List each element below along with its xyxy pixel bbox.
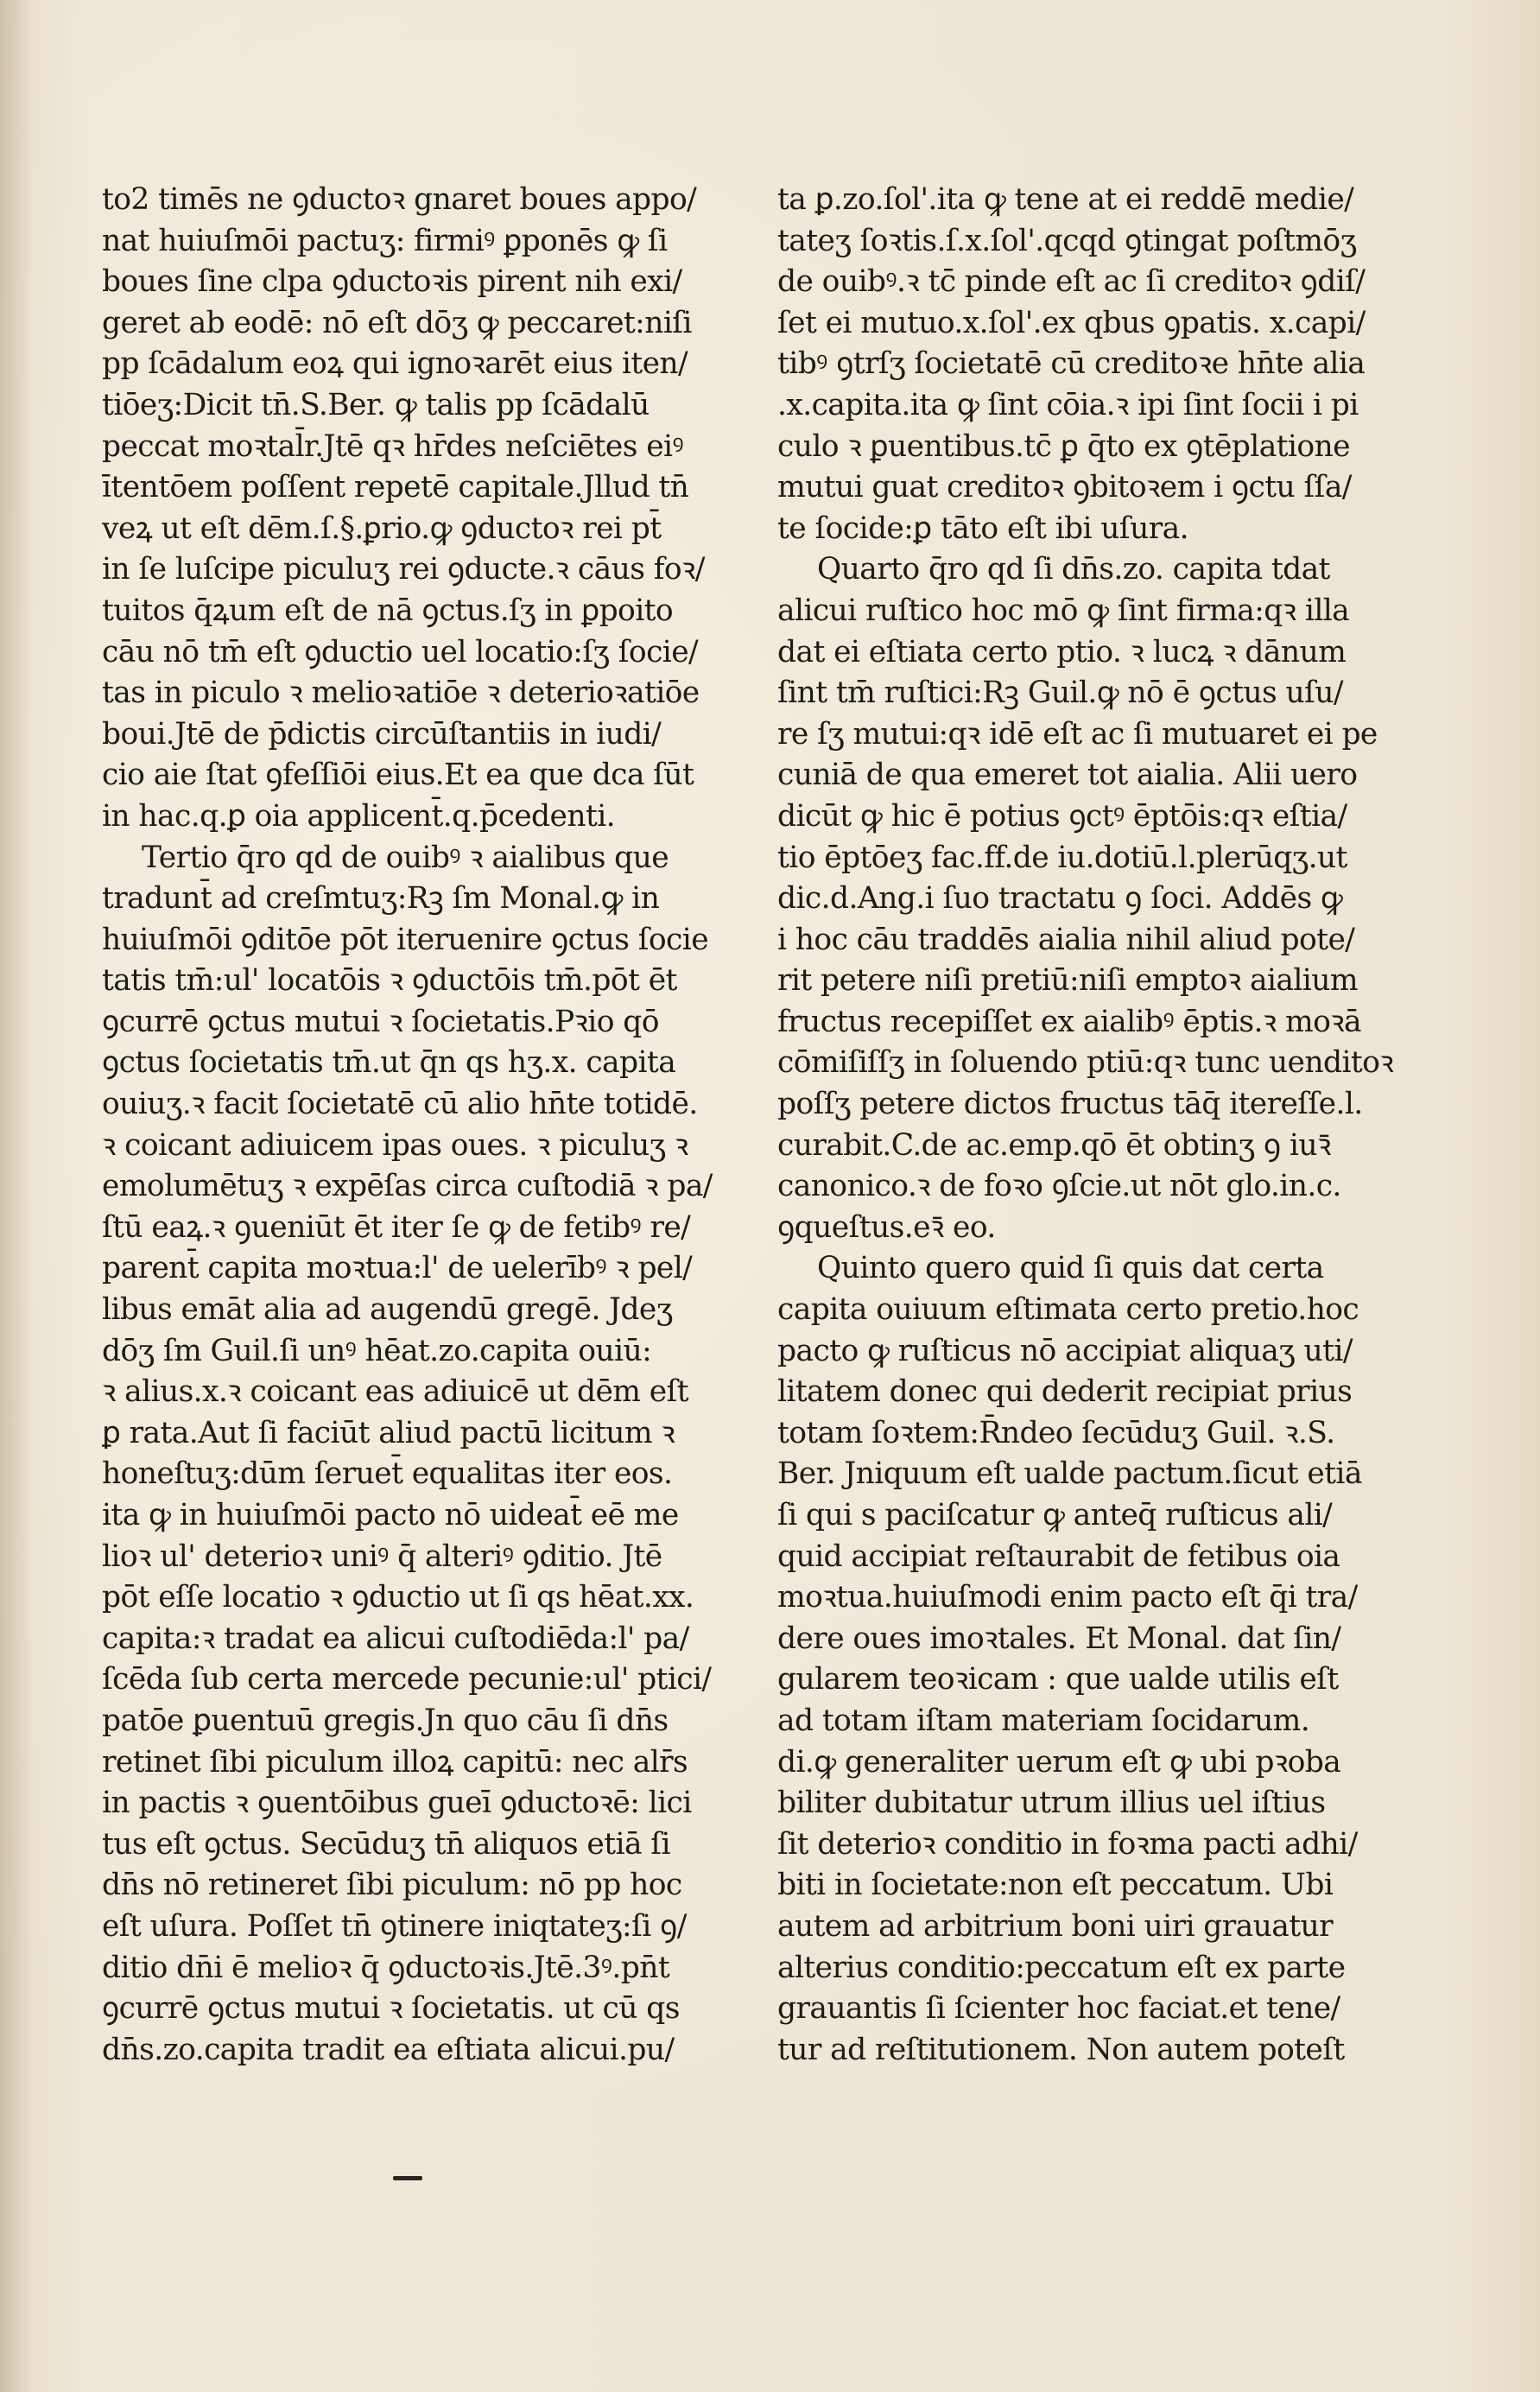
text-line: cōmiſiſſʒ in ſoluendo ptiū:qꝛ tunc uenditoꝛ	[777, 1045, 1394, 1081]
text-line: re ſʒ mutui:qꝛ idē eſt ac ſi mutuaret ei pe	[777, 716, 1378, 752]
text-line: gularem teoꝛicam : que ualde utilis eſt	[777, 1662, 1339, 1697]
text-line: tus eſt ꝯctus. Secūduʒ tn̄ aliquos etiā ſi	[102, 1826, 670, 1862]
text-line: tuitos q̄ꝝum eſt de nā ꝯctus.ſʒ in ꝑpoito	[102, 593, 674, 628]
text-line: emolumētuʒ ꝛ expēſas circa cuſtodiā ꝛ pa/	[102, 1169, 713, 1204]
text-line: in hac.q.ꝑ oia applicent̄.q.p̄cedenti.	[102, 798, 616, 834]
right-text-column	[777, 180, 1416, 2071]
text-line: alterius conditio:peccatum eſt ex parte	[777, 1950, 1346, 1985]
text-line: quid accipiat reſtaurabit de fetibus oia	[777, 1539, 1340, 1574]
text-line: ſit deterioꝛ conditio in foꝛma pacti adhi/	[777, 1826, 1358, 1862]
gutter-shadow	[0, 0, 33, 2392]
text-line: alicui ruſtico hoc mō ꝙ ſint firma:qꝛ illa	[777, 593, 1350, 628]
text-line: retinet ſibi piculum illoꝝ capitū: nec alr̄s	[102, 1744, 688, 1780]
paragraph-start-line: Quarto q̄ro qd ſi dn̄s.zo. capita tdat	[817, 552, 1330, 587]
text-line: culo ꝛ ꝑuentibus.tc̄ ꝑ q̄to ex ꝯtēplatione	[777, 428, 1350, 464]
text-line: pacto ꝙ ruſticus nō accipiat aliquaʒ uti/	[777, 1333, 1353, 1368]
text-line: biti in ſocietate:non eſt peccatum. Ubi	[777, 1868, 1334, 1903]
text-line: boues ſine clpa ꝯductoꝛis pirent nih exi/	[102, 264, 682, 300]
text-line: dere oues imoꝛtales. Et Monal. dat ſin/	[777, 1621, 1341, 1656]
text-line: ſtū eaꝝ.ꝛ ꝯueniūt ēt iter ſe ꝙ de fetibꝰ re/	[102, 1209, 691, 1245]
text-line: litatem donec qui dederit recipiat prius	[777, 1374, 1353, 1410]
text-line: poſſʒ petere dictos fructus tāq̄ itereſſe.l.	[777, 1087, 1363, 1122]
text-line: i hoc cāu traddēs aialia nihil aliud pote/	[777, 922, 1355, 957]
text-line: .x.capita.ita ꝙ ſint cōia.ꝛ ipi ſint ſocii i pi	[777, 387, 1359, 422]
text-line: ouiuʒ.ꝛ facit ſocietatē cū alio hn̄te totidē.	[102, 1087, 698, 1122]
text-line: in pactis ꝛ ꝯuentōibus gueī ꝯductoꝛē: lici	[102, 1786, 692, 1821]
text-line: dat ei eſtiata certo ptio. ꝛ lucꝝ ꝛ dānum	[777, 634, 1347, 669]
text-line: ꝯqueſtus.eꝛ̄ eo.	[777, 1209, 996, 1245]
text-line: ſcēda ſub certa mercede pecunie:ul' ptici/	[102, 1662, 712, 1697]
text-line: veꝝ ut eſt dēm.ſ.§.ꝑrio.ꝙ ꝯductoꝛ rei pt̄	[102, 511, 662, 546]
text-line: tradunt̄ ad creſmtuʒ:Rꝫ ſm Monal.ꝙ in	[102, 881, 660, 917]
catchword-dash	[393, 2176, 422, 2180]
text-line: ditio dn̄i ē melioꝛ q̄ ꝯductoꝛis.Jtē.3ꝰ.pn̄t	[102, 1950, 670, 1985]
text-line: parent̄ capita moꝛtua:l' de uelerībꝰ ꝛ pel/	[102, 1251, 693, 1286]
text-line: capita:ꝛ tradat ea alicui cuſtodiēda:l' pa/	[102, 1621, 689, 1656]
text-line: ta ꝑ.zo.ſol'.ita ꝙ tene at ei reddē medie/	[777, 182, 1354, 217]
text-line: biliter dubitatur utrum illius uel iſtius	[777, 1786, 1326, 1821]
text-line: tio ēptōeʒ fac.ff.de iu.dotiū.l.plerūqʒ.ut	[777, 840, 1347, 875]
text-line: capita ouiuum eſtimata certo pretio.hoc	[777, 1292, 1359, 1328]
text-line: ſint tm̄ ruſtici:Rꝫ Guil.ꝙ nō ē ꝯctus uſu/	[777, 676, 1343, 711]
text-line: pp ſcādalum eoꝝ qui ignoꝛarēt eius iten/	[102, 346, 688, 382]
text-line: nat huiuſmōi pactuʒ: firmiꝰ ꝑponēs ꝙ ſi	[102, 223, 668, 258]
text-line: cuniā de qua emeret tot aialia. Alii uero	[777, 758, 1358, 793]
text-line: fructus recepiſſet ex aialibꝰ ēptis.ꝛ moꝛā	[777, 1004, 1362, 1039]
left-text-column	[102, 180, 741, 2071]
text-line: in ſe luſcipe piculuʒ rei ꝯducte.ꝛ cāus foꝛ/	[102, 552, 705, 587]
text-line: cio aie ſtat ꝯfeſſiōi eius.Et ea que dca ſūt	[102, 758, 694, 793]
text-line: ꝛ alius.x.ꝛ coicant eas adiuicē ut dēm eſt	[102, 1374, 689, 1410]
text-line: ꝯcurrē ꝯctus mutui ꝛ ſocietatis.Pꝛio qō	[102, 1004, 659, 1039]
text-line: honeſtuʒ:dūm ſeruet̄ equalitas iter eos.	[102, 1456, 673, 1492]
text-line: ad totam iſtam materiam ſocidarum.	[777, 1703, 1310, 1738]
text-line: ꝯcurrē ꝯctus mutui ꝛ ſocietatis. ut cū qs	[102, 1991, 680, 2027]
text-line: tur ad reſtitutionem. Non autem poteſt	[777, 2032, 1345, 2067]
text-line: peccat moꝛtal̄r.Jtē qꝛ hr̄des neſciētes eiꝰ	[102, 428, 684, 464]
text-line: huiuſmōi ꝯditōe pōt iteruenire ꝯctus ſocie	[102, 922, 709, 957]
text-line: tatis tm̄:ul' locatōis ꝛ ꝯductōis tm̄.pōt ēt	[102, 963, 677, 999]
text-line: totam ſoꝛtem:R̄ndeo ſecūduʒ Guil. ꝛ.S.	[777, 1415, 1335, 1450]
text-line: dōʒ ſm Guil.ſi unꝰ hēat.zo.capita ouiū:	[102, 1333, 652, 1368]
text-line: tibꝰ ꝯtrſʒ ſocietatē cū creditoꝛe hn̄te alia	[777, 346, 1366, 382]
text-line: tiōeʒ:Dicit tn̄.S.Ber. ꝙ talis pp ſcādalū	[102, 387, 650, 422]
text-line: dn̄s nō retineret ſibi piculum: nō pp hoc	[102, 1868, 682, 1903]
text-line: ꝑ rata.Aut ſi faciūt aliud pactū licitum ꝛ	[102, 1415, 675, 1450]
text-line: ita ꝙ in huiuſmōi pacto nō uideat̄ eē me	[102, 1498, 679, 1532]
text-line: libus emāt alia ad augendū gregē. Jdeʒ	[102, 1292, 673, 1328]
text-line: de ouibꝰ.ꝛ tc̄ pinde eſt ac ſi creditoꝛ ꝯdiſ/	[777, 264, 1366, 300]
text-line: tateʒ ſoꝛtis.ſ.x.ſol'.qcqd ꝯtingat poſtmōʒ	[777, 223, 1357, 258]
text-line: mutui guat creditoꝛ ꝯbitoꝛem i ꝯctu ſſa/	[777, 470, 1352, 505]
paragraph-start-line: Tertio q̄ro qd de ouibꝰ ꝛ aialibus que	[142, 840, 669, 875]
text-line: ꝛ coicant adiuicem ipas oues. ꝛ piculuʒ ꝛ	[102, 1127, 688, 1163]
text-line: autem ad arbitrium boni uiri grauatur	[777, 1908, 1333, 1944]
text-line: dn̄s.zo.capita tradit ea eſtiata alicui.pu/	[102, 2032, 675, 2067]
text-line: cāu nō tm̄ eſt ꝯductio uel locatio:ſʒ ſocie/	[102, 634, 699, 669]
text-line: moꝛtua.huiuſmodi enim pacto eſt q̄i tra/	[777, 1580, 1358, 1615]
text-line: ꝯctus ſocietatis tm̄.ut q̄n qs hʒ.x. capita	[102, 1045, 676, 1081]
text-line: to2 timēs ne ꝯductoꝛ gnaret boues appo/	[102, 182, 697, 217]
text-line: curabit.C.de ac.emp.qō ēt obtinʒ ꝯ iuꝛ̄	[777, 1127, 1331, 1163]
text-line: dicūt ꝙ hic ē potius ꝯctꝰ ēptōis:qꝛ eſtia/	[777, 798, 1347, 834]
text-line: di.ꝙ generaliter uerum eſt ꝙ ubi pꝛoba	[777, 1744, 1341, 1780]
text-line: ſi qui s paciſcatur ꝙ anteq̄ ruſticus ali/	[777, 1498, 1333, 1532]
paragraph-start-line: Quinto quero quid ſi quis dat certa	[817, 1251, 1324, 1286]
text-line: grauantis ſi ſcienter hoc faciat.et tene/	[777, 1991, 1340, 2027]
text-line: te ſocide:ꝑ tāto eſt ibi uſura.	[777, 511, 1188, 546]
text-line: dic.d.Ang.i ſuo tractatu ꝯ ſoci. Addēs ꝙ	[777, 881, 1343, 917]
text-line: Ber. Jniquum eſt ualde pactum.ſicut etiā	[777, 1456, 1362, 1492]
text-line: lioꝛ ul' deterioꝛ uniꝰ q̄ alteriꝰ ꝯditio. Jtē	[102, 1539, 662, 1574]
text-line: boui.Jtē de p̄dictis circūſtantiis in iudi/	[102, 716, 662, 752]
text-line: tas in piculo ꝛ melioꝛatiōe ꝛ deterioꝛatiōe	[102, 676, 700, 711]
text-line: pōt eſſe locatio ꝛ ꝯductio ut ſi qs hēat.xx.	[102, 1580, 694, 1615]
text-line: rit petere niſi pretiū:niſi emptoꝛ aialium	[777, 963, 1358, 999]
text-line: canonico.ꝛ de foꝛo ꝯſcie.ut nōt glo.in.c.	[777, 1169, 1341, 1204]
text-line: ītentōem poſſent repetē capitale.Jllud tn̄	[102, 470, 689, 505]
text-line: ſet ei mutuo.x.ſol'.ex qbus ꝯpatis. x.capi/	[777, 305, 1366, 340]
text-line: patōe ꝑuentuū gregis.Jn quo cāu ſi dn̄s	[102, 1703, 669, 1738]
text-line: eſt uſura. Poſſet tn̄ ꝯtinere iniqtateʒ:ſi ꝯ/	[102, 1908, 687, 1944]
text-line: geret ab eodē: nō eſt dōʒ ꝙ peccaret:niſi	[102, 305, 692, 340]
